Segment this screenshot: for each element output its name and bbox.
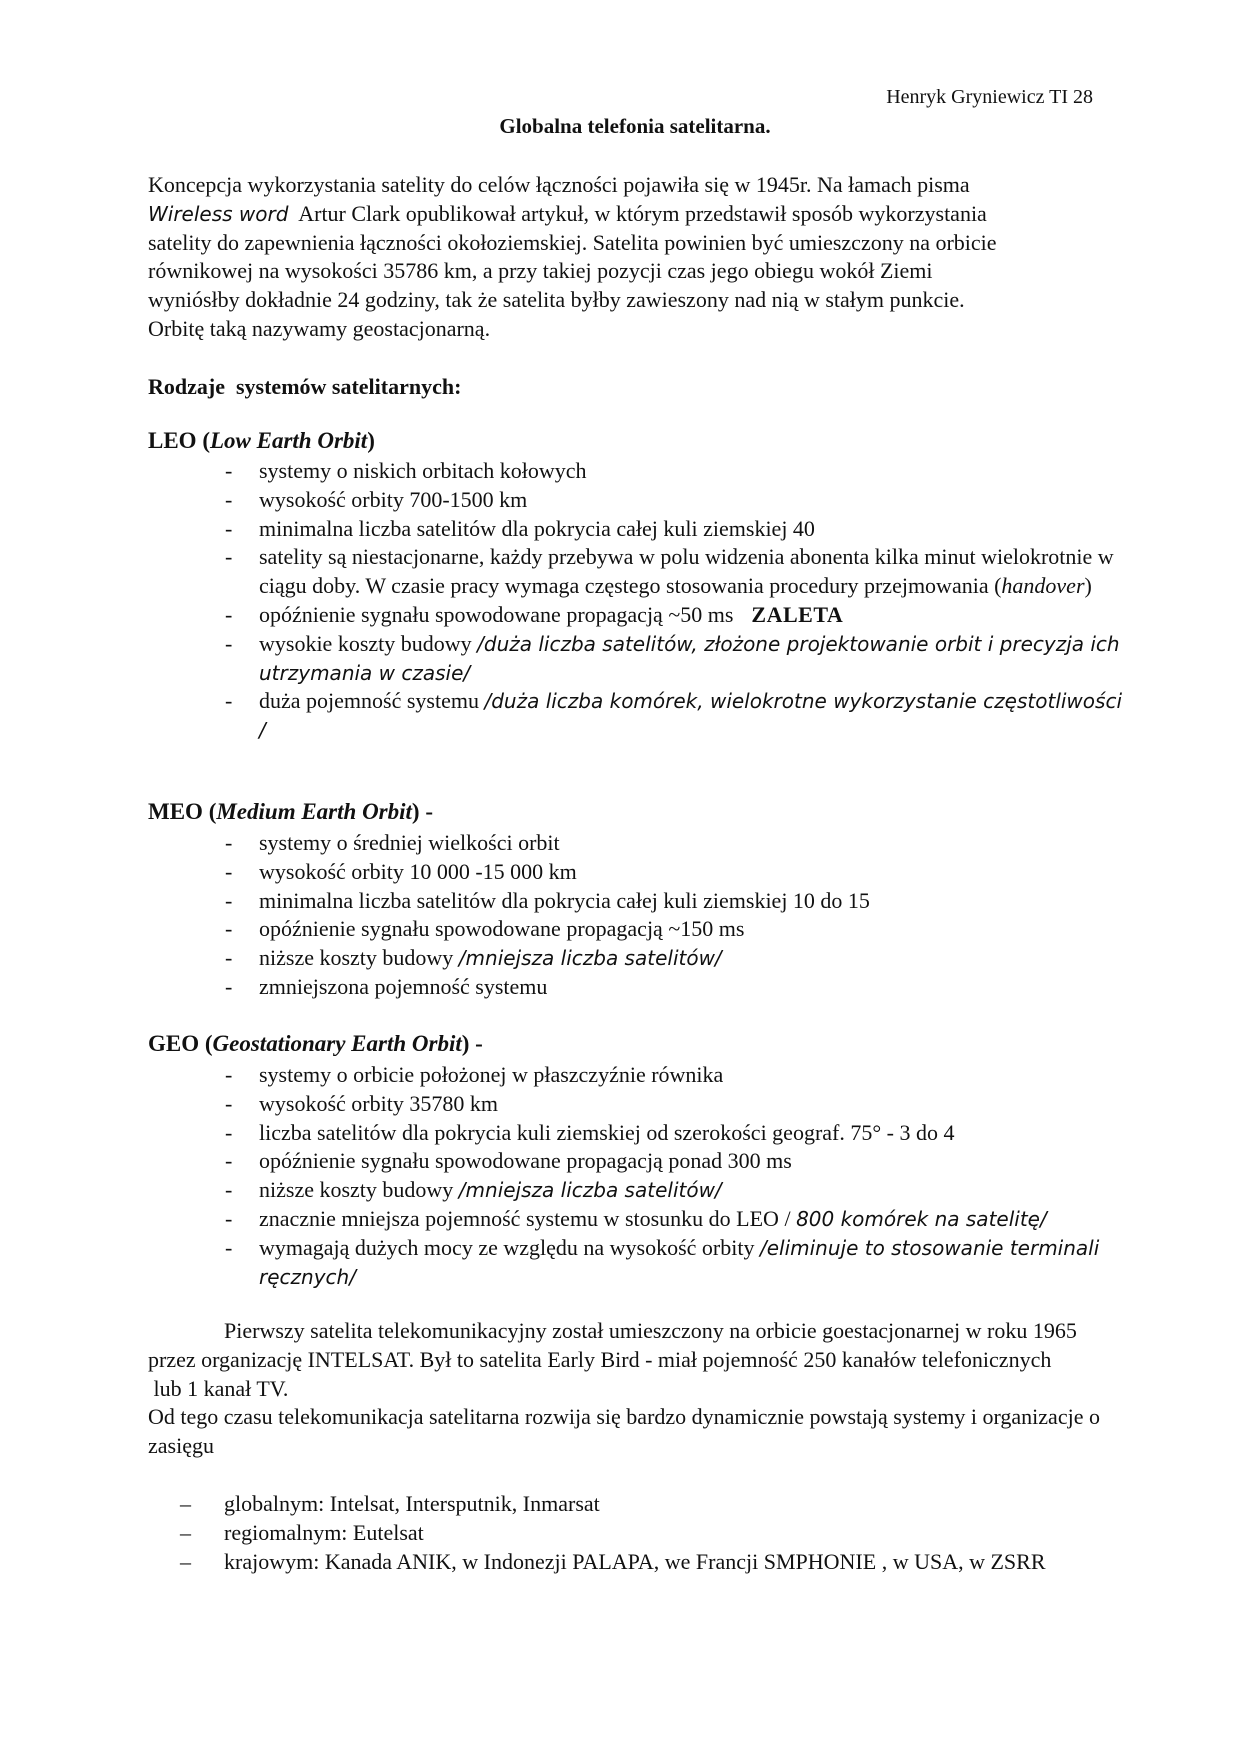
list-item bbox=[225, 1234, 1130, 1292]
list-item-note: 800 komórek na satelitę/ bbox=[796, 1206, 1047, 1231]
page-title: Globalna telefonia satelitarna. bbox=[499, 114, 771, 138]
intro-line: równikowej na wysokości 35786 km, a przy takiej pozycji czas jego obiegu wokół Ziemi bbox=[148, 258, 933, 284]
leo-heading bbox=[148, 428, 375, 454]
meo-name: Medium Earth Orbit bbox=[216, 799, 412, 824]
closing-text-growth: Od tego czasu telekomunikacja satelitarna rozwija się bardzo dynamicznie powstają systemy i organizacje o zasięgu bbox=[148, 1404, 1100, 1459]
list-item: - zmniejszona pojemność systemu bbox=[225, 973, 1130, 1002]
leo-list bbox=[225, 457, 1130, 745]
list-item: - liczba satelitów dla pokrycia kuli ziemskiej od szerokości geograf. 75° - 3 do 4 bbox=[225, 1119, 1130, 1148]
list-item-text: niższe koszty budowy bbox=[259, 1177, 459, 1203]
list-item: - minimalna liczba satelitów dla pokrycia całej kuli ziemskiej 10 do 15 bbox=[225, 887, 1130, 916]
scope-list bbox=[180, 1490, 1130, 1576]
list-item bbox=[225, 630, 1130, 688]
intro-paragraph bbox=[148, 171, 1128, 344]
closing-paragraph bbox=[148, 1317, 1108, 1461]
list-item-note: /mniejsza liczba satelitów/ bbox=[458, 946, 722, 971]
list-item: - systemy o niskich orbitach kołowych bbox=[225, 457, 1130, 486]
list-item: - opóźnienie sygnału spowodowane propagacją ponad 300 ms bbox=[225, 1147, 1130, 1176]
geo-heading bbox=[148, 1031, 483, 1057]
list-item-text: wysokie koszty budowy bbox=[259, 630, 478, 656]
magazine-name: Wireless word bbox=[148, 201, 289, 226]
list-item-text: wymagają dużych mocy ze względu na wysokość orbity bbox=[259, 1234, 760, 1260]
list-item: – regiomalnym: Eutelsat bbox=[180, 1519, 1130, 1548]
intro-line: Orbitę taką nazywamy geostacjonarną. bbox=[148, 315, 491, 341]
intro-line: Koncepcja wykorzystania satelity do celów łączności pojawiła się w 1945r. Na łamach pisma bbox=[148, 172, 970, 197]
geo-name: Geostationary Earth Orbit bbox=[212, 1031, 462, 1056]
list-item: - wysokość orbity 700-1500 km bbox=[225, 486, 1130, 515]
list-item-text: satelity są niestacjonarne, każdy przebywa w polu widzenia abonenta kilka minut wielokrotnie w ciągu doby. W czasie pracy wymaga częstego stosowania procedury przejmowania ( bbox=[259, 544, 1114, 599]
list-item: – globalnym: Intelsat, Intersputnik, Inmarsat bbox=[180, 1490, 1130, 1519]
meo-list bbox=[225, 829, 1130, 1002]
list-item-text: niższe koszty budowy bbox=[259, 945, 459, 971]
list-item: – krajowym: Kanada ANIK, w Indonezji PALAPA, we Francji SMPHONIE , w USA, w ZSRR bbox=[180, 1548, 1130, 1577]
meo-abbr: MEO ( bbox=[148, 799, 217, 824]
types-heading: Rodzaje systemów satelitarnych: bbox=[148, 374, 462, 399]
list-item-note: /duża liczba komórek, wielokrotne wykorzystanie częstotliwości / bbox=[259, 689, 1122, 743]
list-item bbox=[225, 601, 1130, 630]
advantage-label: ZALETA bbox=[751, 601, 844, 627]
geo-close: ) - bbox=[461, 1031, 483, 1056]
list-item: - minimalna liczba satelitów dla pokrycia całej kuli ziemskiej 40 bbox=[225, 515, 1130, 544]
intro-line: satelity do zapewnienia łączności okołoziemskiej. Satelita powinien być umieszczony na orbicie bbox=[148, 229, 997, 255]
list-item: - systemy o średniej wielkości orbit bbox=[225, 829, 1130, 858]
geo-list bbox=[225, 1061, 1130, 1291]
leo-name: Low Earth Orbit bbox=[209, 428, 368, 453]
intro-line: wyniósłby dokładnie 24 godziny, tak że satelita byłby zawieszony nad nią w stałym punkcie. bbox=[148, 287, 965, 313]
list-item: - opóźnienie sygnału spowodowane propagacją ~150 ms bbox=[225, 915, 1130, 944]
list-item bbox=[225, 1205, 1130, 1234]
list-item-note: /duża liczba satelitów, złożone projektowanie orbit i precyzja ich utrzymania w czasie/ bbox=[259, 631, 1120, 685]
intro-line bbox=[148, 200, 1128, 229]
meo-close: ) - bbox=[411, 799, 433, 824]
leo-close: ) bbox=[367, 428, 375, 453]
handover-term: handover bbox=[1001, 573, 1085, 599]
list-item-note: /eliminuje to stosowanie terminali ręcznych/ bbox=[259, 1235, 1100, 1289]
list-item-text: opóźnienie sygnału spowodowane propagacją ~50 ms bbox=[259, 601, 734, 627]
closing-text-tv: lub 1 kanał TV. bbox=[148, 1375, 289, 1401]
meo-heading bbox=[148, 799, 433, 825]
closing-text-main: Pierwszy satelita telekomunikacyjny został umieszczony na orbicie goestacjonarnej w roku 1965 przez organizację INTELSAT. Był to satelita Early Bird - miał pojemność 250 kanałów telefonicznych bbox=[148, 1318, 1077, 1372]
list-item-note: /mniejsza liczba satelitów/ bbox=[458, 1178, 722, 1203]
list-item bbox=[225, 944, 1130, 973]
leo-abbr: LEO ( bbox=[148, 428, 210, 453]
geo-abbr: GEO ( bbox=[148, 1031, 213, 1056]
list-item-text: duża pojemność systemu bbox=[259, 688, 485, 714]
author-line: Henryk Gryniewicz TI 28 bbox=[886, 86, 1093, 108]
list-item bbox=[225, 687, 1130, 745]
list-item: - wysokość orbity 35780 km bbox=[225, 1090, 1130, 1119]
list-item bbox=[225, 543, 1130, 601]
list-item bbox=[225, 1176, 1130, 1205]
list-item-text: znacznie mniejsza pojemność systemu w stosunku do LEO / bbox=[259, 1205, 797, 1231]
list-item: - wysokość orbity 10 000 -15 000 km bbox=[225, 858, 1130, 887]
intro-line-rest: Artur Clark opublikował artykuł, w którym przedstawił sposób wykorzystania bbox=[288, 200, 987, 226]
list-item-text: ) bbox=[1084, 573, 1092, 599]
list-item: - systemy o orbicie położonej w płaszczyźnie równika bbox=[225, 1061, 1130, 1090]
closing-text bbox=[148, 1317, 1108, 1375]
